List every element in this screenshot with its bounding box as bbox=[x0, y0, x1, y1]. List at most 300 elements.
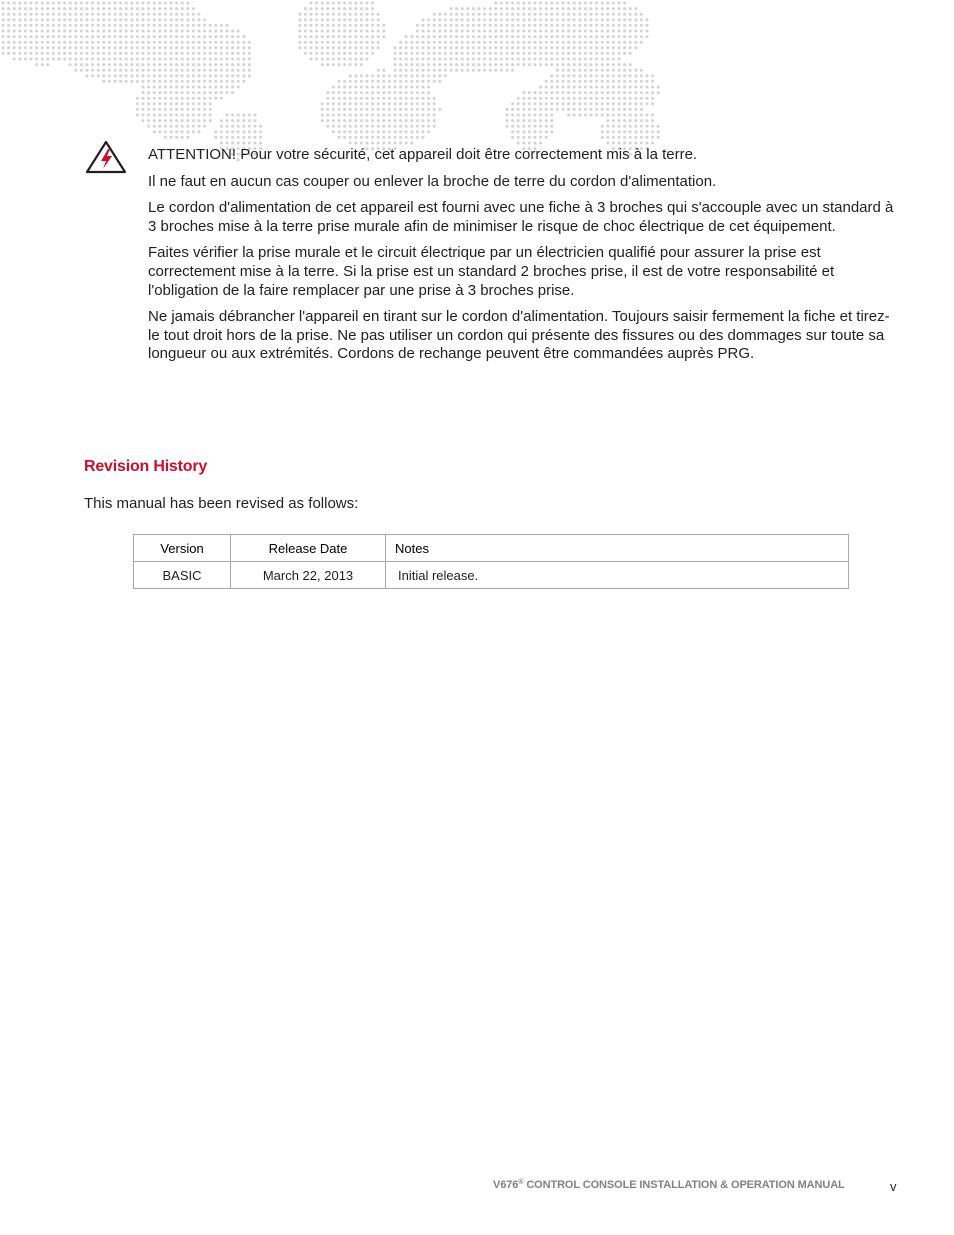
map-dot bbox=[399, 63, 402, 66]
map-dot bbox=[618, 13, 621, 16]
map-dot bbox=[170, 18, 173, 21]
warning-paragraph: Le cordon d'alimentation de cet appareil est fourni avec une fiche à 3 broches qui s'accouple avec un standard à 3 broches mise à la terre prise murale afin de minimiser le risque de choc électrique de cet équipement. bbox=[148, 199, 894, 235]
map-dot bbox=[601, 18, 604, 21]
map-dot bbox=[164, 41, 167, 44]
map-dot bbox=[539, 35, 542, 38]
map-dot bbox=[13, 52, 16, 55]
map-dot bbox=[371, 80, 374, 83]
map-dot bbox=[24, 18, 27, 21]
map-dot bbox=[483, 46, 486, 49]
map-dot bbox=[634, 35, 637, 38]
map-dot bbox=[629, 102, 632, 105]
map-dot bbox=[612, 80, 615, 83]
map-dot bbox=[226, 142, 229, 145]
map-dot bbox=[506, 46, 509, 49]
map-dot bbox=[130, 74, 133, 77]
map-dot bbox=[466, 18, 469, 21]
map-dot bbox=[114, 63, 117, 66]
map-dot bbox=[35, 52, 38, 55]
map-dot bbox=[590, 80, 593, 83]
map-dot bbox=[578, 58, 581, 61]
map-dot bbox=[506, 24, 509, 27]
map-dot bbox=[410, 46, 413, 49]
map-dot bbox=[590, 69, 593, 72]
map-dot bbox=[489, 18, 492, 21]
map-dot bbox=[354, 91, 357, 94]
map-dot bbox=[455, 18, 458, 21]
map-dot bbox=[416, 102, 419, 105]
map-dot bbox=[601, 63, 604, 66]
map-dot bbox=[30, 2, 33, 5]
map-dot bbox=[466, 46, 469, 49]
map-dot bbox=[377, 86, 380, 89]
map-dot bbox=[360, 142, 363, 145]
map-dot bbox=[450, 35, 453, 38]
map-dot bbox=[522, 97, 525, 100]
map-dot bbox=[102, 69, 105, 72]
map-dot bbox=[338, 13, 341, 16]
map-dot bbox=[522, 58, 525, 61]
map-dot bbox=[321, 46, 324, 49]
map-dot bbox=[545, 91, 548, 94]
map-dot bbox=[108, 63, 111, 66]
map-dot bbox=[545, 46, 548, 49]
map-dot bbox=[511, 2, 514, 5]
map-dot bbox=[590, 30, 593, 33]
map-dot bbox=[147, 46, 150, 49]
map-dot bbox=[86, 2, 89, 5]
map-dot bbox=[310, 24, 313, 27]
map-dot bbox=[556, 18, 559, 21]
map-dot bbox=[489, 30, 492, 33]
map-dot bbox=[634, 24, 637, 27]
map-dot bbox=[483, 35, 486, 38]
map-dot bbox=[539, 2, 542, 5]
map-dot bbox=[338, 46, 341, 49]
map-dot bbox=[640, 114, 643, 117]
map-dot bbox=[567, 86, 570, 89]
map-dot bbox=[562, 24, 565, 27]
map-dot bbox=[578, 108, 581, 111]
map-dot bbox=[539, 142, 542, 145]
map-dot bbox=[58, 13, 61, 16]
map-dot bbox=[209, 63, 212, 66]
map-dot bbox=[136, 18, 139, 21]
map-dot bbox=[438, 24, 441, 27]
map-dot bbox=[58, 24, 61, 27]
map-dot bbox=[522, 119, 525, 122]
map-dot bbox=[74, 63, 77, 66]
map-dot bbox=[349, 108, 352, 111]
map-dot bbox=[343, 2, 346, 5]
map-dot bbox=[35, 18, 38, 21]
map-dot bbox=[539, 91, 542, 94]
map-dot bbox=[198, 80, 201, 83]
map-dot bbox=[606, 58, 609, 61]
map-dot bbox=[147, 74, 150, 77]
map-dot bbox=[573, 46, 576, 49]
map-dot bbox=[562, 97, 565, 100]
map-dot bbox=[237, 41, 240, 44]
map-dot bbox=[209, 35, 212, 38]
map-dot bbox=[175, 102, 178, 105]
map-dot bbox=[450, 7, 453, 10]
map-dot bbox=[97, 74, 100, 77]
map-dot bbox=[354, 80, 357, 83]
map-dot bbox=[237, 80, 240, 83]
map-dot bbox=[2, 2, 5, 5]
map-dot bbox=[405, 136, 408, 139]
map-dot bbox=[97, 35, 100, 38]
map-dot bbox=[226, 91, 229, 94]
map-dot bbox=[601, 80, 604, 83]
map-dot bbox=[248, 119, 251, 122]
map-dot bbox=[567, 7, 570, 10]
map-dot bbox=[634, 86, 637, 89]
map-dot bbox=[584, 52, 587, 55]
table-row bbox=[134, 562, 849, 589]
map-dot bbox=[203, 35, 206, 38]
map-dot bbox=[164, 102, 167, 105]
map-dot bbox=[203, 46, 206, 49]
map-dot bbox=[410, 63, 413, 66]
map-dot bbox=[343, 58, 346, 61]
map-dot bbox=[578, 13, 581, 16]
map-dot bbox=[338, 63, 341, 66]
map-dot bbox=[550, 86, 553, 89]
map-dot bbox=[181, 13, 184, 16]
map-dot bbox=[606, 130, 609, 133]
map-dot bbox=[332, 97, 335, 100]
map-dot bbox=[18, 35, 21, 38]
map-dot bbox=[422, 74, 425, 77]
map-dot bbox=[343, 108, 346, 111]
map-dot bbox=[528, 102, 531, 105]
map-dot bbox=[24, 13, 27, 16]
map-dot bbox=[175, 52, 178, 55]
map-dot bbox=[119, 24, 122, 27]
map-dot bbox=[377, 13, 380, 16]
map-dot bbox=[550, 80, 553, 83]
map-dot bbox=[198, 97, 201, 100]
map-dot bbox=[198, 119, 201, 122]
map-dot bbox=[298, 41, 301, 44]
map-dot bbox=[506, 2, 509, 5]
map-dot bbox=[405, 63, 408, 66]
map-dot bbox=[310, 30, 313, 33]
map-dot bbox=[634, 119, 637, 122]
map-dot bbox=[186, 46, 189, 49]
map-dot bbox=[147, 24, 150, 27]
map-dot bbox=[248, 46, 251, 49]
map-dot bbox=[550, 63, 553, 66]
map-dot bbox=[640, 119, 643, 122]
revision-history-heading: Revision History bbox=[84, 458, 208, 475]
map-dot bbox=[170, 136, 173, 139]
map-dot bbox=[181, 2, 184, 5]
map-dot bbox=[147, 18, 150, 21]
map-dot bbox=[405, 97, 408, 100]
map-dot bbox=[573, 18, 576, 21]
map-dot bbox=[366, 102, 369, 105]
map-dot bbox=[186, 7, 189, 10]
map-dot bbox=[52, 41, 55, 44]
map-dot bbox=[242, 80, 245, 83]
map-dot bbox=[46, 18, 49, 21]
map-dot bbox=[108, 74, 111, 77]
map-dot bbox=[601, 13, 604, 16]
map-dot bbox=[91, 2, 94, 5]
map-dot bbox=[164, 69, 167, 72]
map-dot bbox=[41, 52, 44, 55]
map-dot bbox=[410, 119, 413, 122]
map-dot bbox=[338, 2, 341, 5]
map-dot bbox=[377, 18, 380, 21]
map-dot bbox=[181, 91, 184, 94]
map-dot bbox=[410, 80, 413, 83]
map-dot bbox=[623, 24, 626, 27]
map-dot bbox=[640, 30, 643, 33]
map-dot bbox=[578, 41, 581, 44]
map-dot bbox=[450, 58, 453, 61]
map-dot bbox=[539, 18, 542, 21]
map-dot bbox=[534, 24, 537, 27]
map-dot bbox=[433, 74, 436, 77]
map-dot bbox=[349, 119, 352, 122]
map-dot bbox=[595, 80, 598, 83]
map-dot bbox=[377, 74, 380, 77]
map-dot bbox=[371, 119, 374, 122]
map-dot bbox=[91, 74, 94, 77]
map-dot bbox=[427, 58, 430, 61]
map-dot bbox=[35, 35, 38, 38]
map-dot bbox=[618, 80, 621, 83]
map-dot bbox=[472, 41, 475, 44]
map-dot bbox=[360, 91, 363, 94]
map-dot bbox=[142, 102, 145, 105]
map-dot bbox=[410, 125, 413, 128]
map-dot bbox=[170, 41, 173, 44]
map-dot bbox=[534, 136, 537, 139]
map-dot bbox=[198, 52, 201, 55]
map-dot bbox=[651, 80, 654, 83]
map-dot bbox=[539, 102, 542, 105]
map-dot bbox=[640, 74, 643, 77]
map-dot bbox=[623, 108, 626, 111]
map-dot bbox=[142, 63, 145, 66]
map-dot bbox=[338, 130, 341, 133]
map-dot bbox=[410, 69, 413, 72]
map-dot bbox=[158, 102, 161, 105]
map-dot bbox=[371, 41, 374, 44]
map-dot bbox=[209, 74, 212, 77]
map-dot bbox=[209, 86, 212, 89]
map-dot bbox=[170, 114, 173, 117]
map-dot bbox=[646, 74, 649, 77]
map-dot bbox=[175, 63, 178, 66]
map-dot bbox=[310, 46, 313, 49]
map-dot bbox=[147, 80, 150, 83]
map-dot bbox=[651, 97, 654, 100]
map-dot bbox=[528, 30, 531, 33]
map-dot bbox=[158, 46, 161, 49]
map-dot bbox=[550, 97, 553, 100]
map-dot bbox=[52, 35, 55, 38]
map-dot bbox=[399, 130, 402, 133]
map-dot bbox=[382, 24, 385, 27]
map-dot bbox=[399, 125, 402, 128]
map-dot bbox=[461, 30, 464, 33]
map-dot bbox=[254, 125, 257, 128]
map-dot bbox=[242, 130, 245, 133]
map-dot bbox=[646, 114, 649, 117]
map-dot bbox=[517, 18, 520, 21]
map-dot bbox=[601, 41, 604, 44]
map-dot bbox=[360, 125, 363, 128]
map-dot bbox=[214, 52, 217, 55]
map-dot bbox=[522, 136, 525, 139]
map-dot bbox=[338, 30, 341, 33]
map-dot bbox=[136, 114, 139, 117]
map-dot bbox=[30, 24, 33, 27]
map-dot bbox=[394, 91, 397, 94]
map-dot bbox=[349, 18, 352, 21]
map-dot bbox=[646, 142, 649, 145]
map-dot bbox=[136, 30, 139, 33]
map-dot bbox=[371, 97, 374, 100]
map-dot bbox=[321, 7, 324, 10]
map-dot bbox=[181, 46, 184, 49]
map-dot bbox=[634, 142, 637, 145]
map-dot bbox=[640, 35, 643, 38]
map-dot bbox=[528, 13, 531, 16]
map-dot bbox=[349, 63, 352, 66]
map-dot bbox=[153, 13, 156, 16]
map-dot bbox=[237, 52, 240, 55]
map-dot bbox=[332, 52, 335, 55]
map-dot bbox=[377, 108, 380, 111]
map-dot bbox=[422, 108, 425, 111]
map-dot bbox=[24, 7, 27, 10]
page-number: v bbox=[890, 1179, 897, 1194]
map-dot bbox=[136, 58, 139, 61]
map-dot bbox=[354, 86, 357, 89]
map-dot bbox=[522, 2, 525, 5]
map-dot bbox=[125, 69, 128, 72]
map-dot bbox=[489, 46, 492, 49]
map-dot bbox=[203, 91, 206, 94]
map-dot bbox=[332, 30, 335, 33]
map-dot bbox=[332, 13, 335, 16]
map-dot bbox=[170, 69, 173, 72]
map-dot bbox=[528, 18, 531, 21]
map-dot bbox=[528, 63, 531, 66]
map-dot bbox=[366, 130, 369, 133]
map-dot bbox=[186, 114, 189, 117]
map-dot bbox=[517, 119, 520, 122]
map-dot bbox=[416, 30, 419, 33]
map-dot bbox=[147, 119, 150, 122]
map-dot bbox=[595, 63, 598, 66]
map-dot bbox=[444, 41, 447, 44]
map-dot bbox=[142, 41, 145, 44]
map-dot bbox=[181, 7, 184, 10]
map-dot bbox=[153, 46, 156, 49]
map-dot bbox=[186, 74, 189, 77]
map-dot bbox=[315, 2, 318, 5]
map-dot bbox=[545, 13, 548, 16]
map-dot bbox=[550, 46, 553, 49]
map-dot bbox=[651, 86, 654, 89]
map-dot bbox=[483, 52, 486, 55]
map-dot bbox=[63, 18, 66, 21]
map-dot bbox=[573, 69, 576, 72]
map-dot bbox=[595, 74, 598, 77]
map-dot bbox=[422, 97, 425, 100]
map-dot bbox=[80, 18, 83, 21]
map-dot bbox=[517, 114, 520, 117]
map-dot bbox=[618, 41, 621, 44]
map-dot bbox=[545, 30, 548, 33]
map-dot bbox=[7, 13, 10, 16]
map-dot bbox=[142, 114, 145, 117]
map-dot bbox=[550, 58, 553, 61]
map-dot bbox=[405, 102, 408, 105]
map-dot bbox=[237, 46, 240, 49]
map-dot bbox=[601, 114, 604, 117]
map-dot bbox=[584, 74, 587, 77]
map-dot bbox=[545, 119, 548, 122]
map-dot bbox=[466, 7, 469, 10]
map-dot bbox=[618, 2, 621, 5]
map-dot bbox=[646, 102, 649, 105]
map-dot bbox=[153, 119, 156, 122]
map-dot bbox=[360, 80, 363, 83]
map-dot bbox=[209, 24, 212, 27]
map-dot bbox=[618, 102, 621, 105]
map-dot bbox=[606, 119, 609, 122]
map-dot bbox=[360, 41, 363, 44]
map-dot bbox=[612, 119, 615, 122]
map-dot bbox=[186, 52, 189, 55]
map-dot bbox=[192, 46, 195, 49]
map-dot bbox=[326, 2, 329, 5]
map-dot bbox=[181, 108, 184, 111]
map-dot bbox=[13, 30, 16, 33]
map-dot bbox=[310, 2, 313, 5]
map-dot bbox=[332, 108, 335, 111]
map-dot bbox=[444, 74, 447, 77]
map-dot bbox=[573, 108, 576, 111]
map-dot bbox=[198, 125, 201, 128]
map-dot bbox=[58, 58, 61, 61]
map-dot bbox=[114, 35, 117, 38]
map-dot bbox=[534, 125, 537, 128]
map-dot bbox=[646, 130, 649, 133]
map-dot bbox=[539, 30, 542, 33]
map-dot bbox=[310, 18, 313, 21]
map-dot bbox=[382, 91, 385, 94]
map-dot bbox=[371, 35, 374, 38]
map-dot bbox=[220, 46, 223, 49]
map-dot bbox=[461, 52, 464, 55]
map-dot bbox=[153, 74, 156, 77]
map-dot bbox=[377, 30, 380, 33]
map-dot bbox=[226, 130, 229, 133]
map-dot bbox=[618, 24, 621, 27]
map-dot bbox=[629, 80, 632, 83]
map-dot bbox=[170, 7, 173, 10]
